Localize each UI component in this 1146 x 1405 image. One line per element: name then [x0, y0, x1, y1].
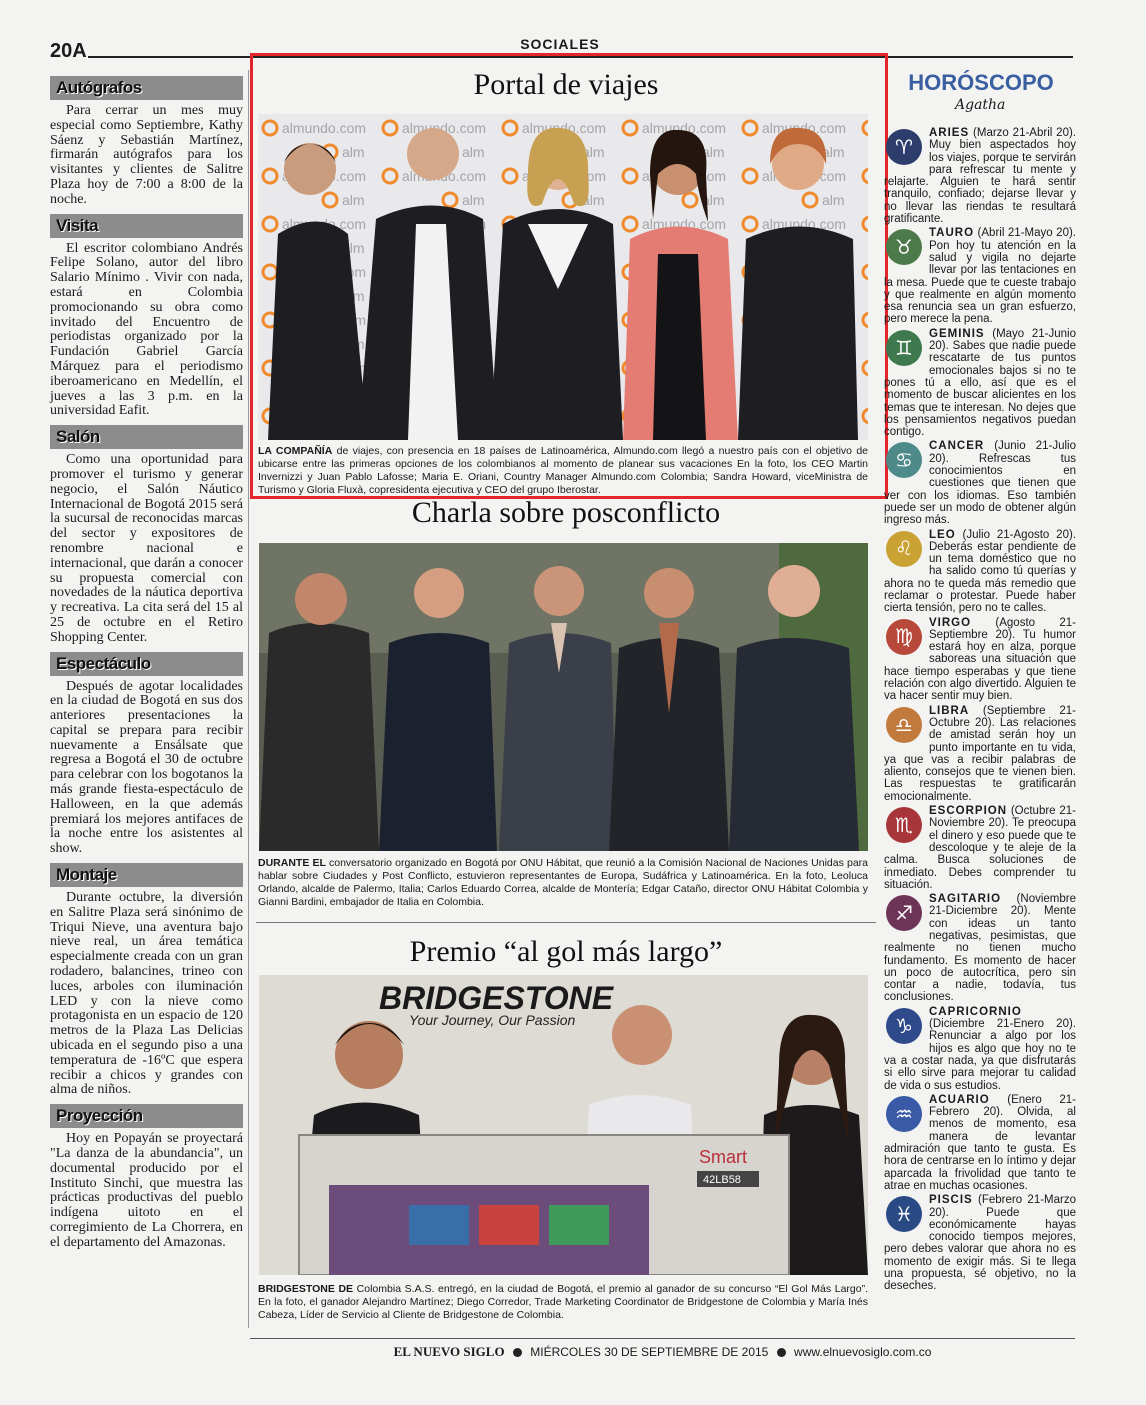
sign-name: PISCIS [929, 1194, 973, 1207]
brief-title: Salón [50, 425, 243, 449]
brief-title: Visita [50, 214, 243, 238]
brief-title: Proyección [50, 1104, 243, 1128]
water-bearer-icon: ♒ [886, 1096, 922, 1132]
archer-icon: ♐ [886, 895, 922, 931]
horoscope-sign [884, 328, 1076, 439]
brief [50, 1104, 243, 1250]
sign-text: Olvida, al menos de momento, esa manera de levantar admiración que tanto te gusta. Es hora de centrarse en lo íntimo y dejar aparcada la frivolidad que tanto te atrae en muchas ocasiones. [884, 1106, 1076, 1192]
twins-icon: ♊ [886, 330, 922, 366]
caption-text: Colombia S.A.S. entregó, en la ciudad de Bogotá, el premio al ganador de su concurso “El Gol Más Largo”. En la foto, el ganador Alejandro Martínez; Diego Corredor, Trade Marketing Coordinator de Bridgestone de Colombia y María Inés Cabeza, Líder de Servicio al Cliente de Bridgestone de Colombia. [258, 1283, 868, 1321]
sign-name: ARIES [929, 127, 970, 139]
sign-dates: (Diciembre 21-Enero 20). [929, 1018, 1076, 1031]
story-title: Charla sobre posconflicto [411, 496, 721, 529]
story-title: Portal de viajes [473, 68, 659, 101]
horoscope-sign [884, 705, 1076, 803]
scorpion-icon: ♏ [886, 807, 922, 843]
story-separator [256, 922, 876, 923]
horoscope-sign [884, 1006, 1076, 1092]
caption-lead: DURANTE EL [258, 857, 326, 869]
brief [50, 425, 243, 645]
brief-title: Autógrafos [50, 76, 243, 100]
photo-caption [258, 445, 868, 497]
caption-text: conversatorio organizado en Bogotá por ONU Hábitat, que reunió a la Comisión Nacional de Naciones Unidas para hablar sobre Ciudades y Post Conflicto, estuvieron representantes de Europa, Sudáfrica y Latinoamérica. En la foto, Leoluca Orlando, alcalde de Palermo, Italia; Carlos Eduardo Correa, alcalde de Montería; Edgar Cataño, director ONU Hábitat Colombia y Gianni Bardini, embajador de Italia en Colombia. [258, 857, 868, 908]
brief-body: El escritor colombiano Andrés Felipe Solano, autor del libro Salario Mínimo . Vivir con nada, estará en Colombia promocionando su obra como invitado del Encuentro de periodistas organizado por la Fundación Gabriel García Márquez para el periodismo iberoamericano en Medellín, el jueves a las 3 p.m. en la universidad Eafit. [50, 240, 243, 419]
horoscope-sign [884, 617, 1076, 703]
sign-name: ESCORPION [929, 805, 1008, 818]
sign-name: VIRGO [929, 616, 972, 629]
footer-brand: EL NUEVO SIGLO [393, 1344, 505, 1359]
photo-posconflicto [259, 543, 868, 851]
sign-dates: (Enero 21-Febrero 20). [929, 1093, 1076, 1119]
sign-dates: (Septiembre 21-Octubre 20). [929, 704, 1076, 729]
brief-body: Para cerrar un mes muy especial como Septiembre, Kathy Sáenz y Sebastián Martínez, firmarán autógrafos para los visitantes y clientes de Salitre Plaza hoy de 7:00 a 8:00 de la noche. [50, 103, 243, 207]
horoscope-sign [884, 1194, 1076, 1292]
horoscope-sign [884, 440, 1076, 526]
sign-dates: (Agosto 21-Septiembre 20). [929, 616, 1076, 641]
horoscope-sign [884, 893, 1076, 1004]
photo-premio [259, 975, 868, 1275]
horoscope-sign [884, 227, 1076, 325]
ram-icon: ♈ [886, 129, 922, 165]
sign-text: Tu humor estará hoy en alza, porque saboreas una situación que hace tiempo esperabas y que tiene relación con algo divertido. Alguien te va hacer sentir muy bien. [884, 628, 1076, 703]
crab-icon: ♋ [886, 442, 922, 478]
horoscope-sign [884, 1094, 1076, 1192]
photo-portal-de-viajes [258, 114, 868, 440]
sign-text: Refrescas tus conocimientos en cuestiones que tienen que ver con los idiomas. Eso también puede ser un modo de obtener algún ingreso más. [884, 452, 1076, 527]
sign-text: Te preocupa el dinero y eso puede que te descoloque y te aleje de la calma. Busca soluciones de inmediato. Debes comprender tu situación. [884, 817, 1076, 891]
brief [50, 652, 243, 858]
maiden-icon: ♍ [886, 619, 922, 655]
photo-caption [258, 1283, 868, 1322]
sign-dates: (Abril 21-Mayo 20). [974, 227, 1076, 240]
photo-illustration [259, 975, 868, 1275]
sign-dates: (Octubre 21-Noviembre 20). [929, 805, 1076, 830]
footer [250, 1344, 1075, 1360]
brief-body: Como una oportunidad para promover el turismo y generar negocio, el Salón Náutico Internacional de Bogotá 2015 será la sucursal de reconocidas marcas del sector y expositores de renombre nacional e internacional, que darán a conocer su propuesta comercial con novedades de la náutica deportiva y recreativa. La cita será del 15 al 25 de octubre en el Retiro Shopping Center. [50, 452, 243, 645]
horoscope-sign [884, 127, 1076, 225]
sign-name: CAPRICORNIO [929, 1005, 1022, 1018]
footer-rule [250, 1338, 1075, 1339]
sign-name: ACUARIO [929, 1093, 990, 1106]
sign-text: Deberás estar pendiente de un tema doméstico que no ha salido como tú querías y ahora no te queda más remedio que reclamar o protestar. Puede haber cierta tensión, pero no te calles. [884, 540, 1076, 615]
caption-text: de viajes, con presencia en 18 países de Latinoamérica, Almundo.com llegó a nuestro país con el objetivo de ubicarse entre las primeras opciones de los colombianos al momento de planear sus vacaciones En la foto, los CEO Martin Invernizzi y Juan Pablo Lafosse; Maria E. Oriani, Country Manager Almundo.com Colombia; Sandra Howard, viceMinistra de Turismo y Gloria Fluxà, copresidenta ejecutiva y CEO del grupo Iberostar. [258, 445, 869, 496]
sign-name: CANCER [929, 440, 985, 453]
fish-icon: ♓ [886, 1196, 922, 1232]
sign-dates: (Febrero 21-Marzo 20). [929, 1194, 1076, 1219]
footer-url[interactable]: www.elnuevosiglo.com.co [794, 1345, 932, 1359]
sign-text: Mente con ideas un tanto negativas, pesimistas, que realmente no tienen mucho fundamento. Es momento de hacer un poco de autocrítica, pero sin contar a nadie, todavía, tus conclusiones. [884, 905, 1076, 1004]
sign-name: LEO [929, 528, 956, 541]
page-number: 20A [50, 40, 87, 62]
sign-text: Renunciar a algo por los hijos es algo que hoy no te va a costar nada, ya que disfrutarás si ello sirve para mejorar tu calidad de vida o sus estudios. [884, 1030, 1076, 1092]
backdrop-brand: BRIDGESTONE [379, 980, 614, 1016]
sign-dates: (Julio 21-Agosto 20). [955, 528, 1076, 541]
sign-dates: (Mayo 21-Junio 20). [929, 327, 1076, 353]
horoscope-title: HORÓSCOPO [908, 70, 1054, 95]
horoscope-sign [884, 805, 1076, 891]
goat-icon: ♑ [886, 1008, 922, 1044]
horoscope-list [884, 127, 1076, 1295]
backdrop-slogan: Your Journey, Our Passion [409, 1012, 576, 1028]
photo-caption [258, 857, 868, 909]
sign-dates: (Marzo 21-Abril 20). [969, 127, 1076, 139]
scales-icon: ♎ [886, 707, 922, 743]
briefs-column [50, 72, 243, 1257]
brief [50, 863, 243, 1098]
sign-text: Muy bien aspectados hoy los viajes, porque te servirán para refrescar tu mente y relajarte. Alguien te hará sentir tranquilo, confiado; dejarse llevar y no llevar las riendas te resultará gratificante. [884, 139, 1076, 226]
sign-name: LIBRA [929, 704, 970, 717]
brief-body: Hoy en Popayán se proyectará "La danza de la abundancia", un documental producido por el Instituto Sinchi, que muestra las prácticas productivas del pueblo indígena uitoto en el corregimiento de La Chorrera, en el departamento del Amazonas. [50, 1131, 243, 1250]
brief [50, 214, 243, 420]
sign-dates: (Junio 21-Julio 20). [929, 440, 1076, 465]
story-title: Premio “al gol más largo” [409, 935, 723, 968]
photo-illustration [258, 114, 868, 440]
caption-lead: BRIDGESTONE DE [258, 1283, 354, 1295]
box-model: 42LB58 [703, 1174, 741, 1186]
footer-date: MIÉRCOLES 30 DE SEPTIEMBRE DE 2015 [530, 1345, 769, 1359]
sign-name: GEMINIS [929, 327, 985, 340]
brief-body: Después de agotar localidades en la ciudad de Bogotá en sus dos anteriores presentaciones la capital se prepara para recibir nuevamente a Ensálsate que regresa a Bogotá el 30 de octubre para celebrar con los bogotanos la más grande fiesta-espectáculo de Halloween, en la que además premiará los mejores antifaces de la noche entre los asistentes al show. [50, 678, 243, 857]
horoscope-author: Agatha [955, 97, 1006, 113]
bullet-icon [513, 1348, 522, 1357]
bull-icon: ♉ [886, 229, 922, 265]
bullet-icon [777, 1348, 786, 1357]
photo-illustration [259, 543, 868, 851]
caption-lead: LA COMPAÑÍA [258, 445, 333, 457]
column-rule [248, 70, 249, 1328]
brief-title: Montaje [50, 863, 243, 887]
sign-dates: (Noviembre 21-Diciembre 20). [929, 893, 1076, 918]
brief-title: Espectáculo [50, 652, 243, 676]
brief [50, 76, 243, 208]
horoscope-sign [884, 529, 1076, 615]
sign-text: Sabes que nadie puede rescatarte de tus puntos emocionales bajos si no te pones tú a ello, así que es el momento de buscar alicientes en los temas que te interesan. No dejes que los pensamientos negativos puedan contigo. [884, 340, 1076, 439]
sign-text: Las relaciones de amistad serán hoy un punto importante en tu vida, ya que vas a recibir palabras de aliento, consejos que te vienen bien. Las respuestas te gratificarán emocionalmente. [884, 716, 1076, 803]
box-label: Smart [699, 1147, 748, 1167]
section-label: SOCIALES [500, 36, 620, 52]
sign-text: Puede que económicamente hayas conocido tiempos mejores, pero debes valorar que ahora no es momento de exigir más. Si te llega una propuesta, sé objetivo, no la deseches. [884, 1206, 1076, 1293]
sign-text: Pon hoy tu atención en la salud y vigila no dejarte llevar por las tentaciones en la mesa. Puede que te cueste trabajo y que realmente en algún momento esa renuncia sea un gran esfuerzo, pero merece la pena. [884, 239, 1076, 326]
brief-body: Durante octubre, la diversión en Salitre Plaza será sinónimo de Triqui Nieve, una aventura bajo nieve real, un área temática especialmente creada con un gran rodadero, balancines, trineo con luces, arboles con iluminación LED y con la nieve como protagonista en un espacio de 120 metros de la Plaza Las Delicias ubicada en el segundo piso a una temperatura de -16ºC que espera recibir a chicos y grandes con alma de niños. [50, 890, 243, 1098]
sign-name: TAURO [929, 227, 975, 240]
sign-name: SAGITARIO [929, 893, 1002, 906]
lion-icon: ♌ [886, 531, 922, 567]
